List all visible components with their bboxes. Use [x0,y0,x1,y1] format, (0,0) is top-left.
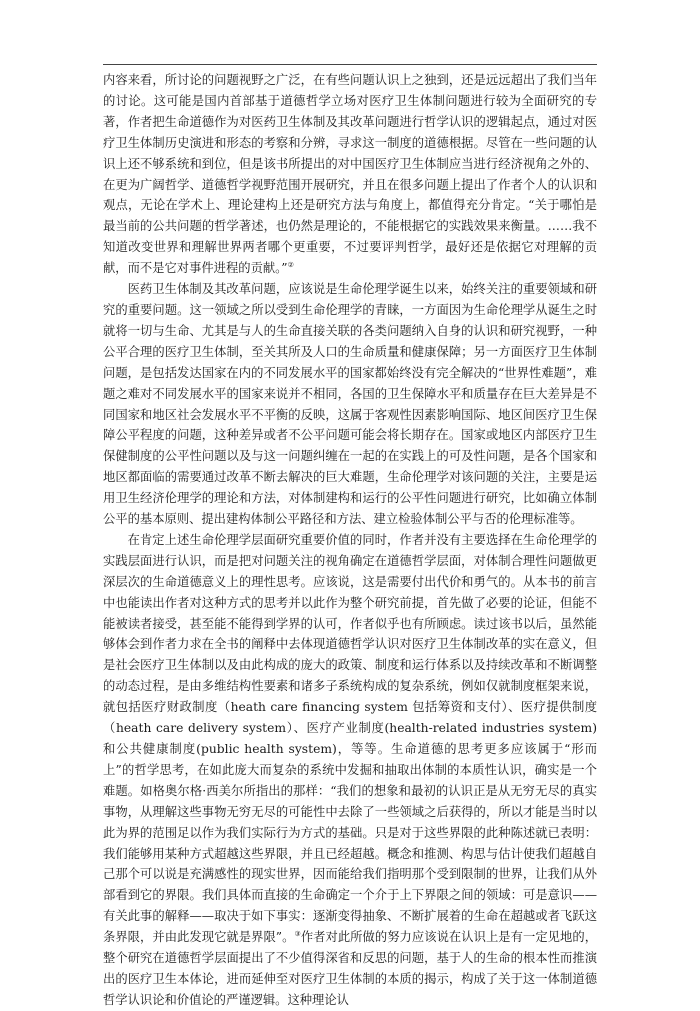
paragraph-3-text: 在肯定上述生命伦理学层面研究重要价值的同时，作者并没有主要选择在生命伦理学的实践层面进行认识，而是把对问题关注的视角确定在道德哲学层面，对体制合理性问题做更深层次的生命道德意义上的理性思考。应该说，这是需要付出代价和勇气的。从本书的前言中也能读出作者对这种方式的思考并以此作为整个研究前提，首先做了必要的论证，但能不能被读者接受，甚至能不能得到学界的认可，作者似乎也有所顾虑。读过该书以后，虽然能够体会到作者力求在全书的阐释中去体现道德哲学认识对医疗卫生体制改革的实在意义，但是社会医疗卫生体制以及由此构成的庞大的政策、制度和运行体系以及持续改革和不断调整的动态过程，是由多维结构性要素和诸多子系统构成的复杂系统，例如仅就制度框架来说，就包括医疗财政制度（heath care financing system 包括筹资和支付）、医疗提供制度（heath care delivery system）、医疗产业制度(health-related industries system)和公共健康制度(public health system)，等等。生命道德的思考更多应该属于“形而上”的哲学思考，在如此庞大而复杂的系统中发掘和抽取出体制的本质性认识，确实是一个难题。如格奥尔格·西美尔所指出的那样：“我们的想象和最初的认识正是从无穷无尽的真实事物，从理解这些事物无穷无尽的可能性中去除了一些领域之后获得的，所以才能是当时以此为界的范围足以作为我们实际行为方式的基础。只是对于这些界限的此种陈述就已表明：我们能够用某种方式超越这些界限，并且已经超越。概念和推测、构思与估计使我们超越自己那个可以说是充满感性的现实世界，因而能给我们指明那个受到限制的世界，让我们从外部看到它的界限。我们具体而直接的生命确定一个介于上下界限之间的领域：可是意识——有关此事的解释——取决于如下事实：逐渐变得抽象、不断扩展着的生命在超越或者飞跃这条界限，并由此发现它就是界限”。 [103,532,597,945]
body-text [103,70,597,1011]
paragraph-1 [103,70,597,279]
header-rule [103,64,597,65]
paragraph-3-tail: 作者对此所做的努力应该说在认识上是有一定见地的，整个研究在道德哲学层面提出了不少值得深省和反思的问题，基于人的生命的根本性而推演出的医疗卫生本体论，进而延伸至对医疗卫生体制的本质的揭示，构成了关于这一体制道德哲学认识论和价值论的严谨逻辑。这种理论认 [103,930,597,1007]
footnote-marker-3: ③ [294,930,301,939]
footnote-marker-2: ② [287,261,294,270]
paragraph-3 [103,530,597,1011]
paragraph-1-text: 内容来看，所讨论的问题视野之广泛，在有些问题认识上之独到，还是远远超出了我们当年的讨论。这可能是国内首部基于道德哲学立场对医疗卫生体制问题进行较为全面研究的专著，作者把生命道德作为对医药卫生体制及其改革问题进行哲学认识的逻辑起点，通过对医疗卫生体制历史演进和形态的考察和分辨，寻求这一制度的道德根据。尽管在一些问题的认识上还不够系统和到位，但是该书所提出的对中国医疗卫生体制应当进行经济视角之外的、在更为广阔哲学、道德哲学视野范围开展研究，并且在很多问题上提出了作者个人的认识和观点，无论在学术上、理论建构上还是研究方法与角度上，都值得充分肯定。“关于哪怕是最当前的公共问题的哲学著述，也仍然是理论的，不能根据它的实践效果来衡量。……我不知道改变世界和理解世界两者哪个更重要，不过要评判哲学，最好还是依据它对理解的贡献，而不是它对事件进程的贡献。” [103,73,597,276]
paragraph-2-text: 医药卫生体制及其改革问题，应该说是生命伦理学诞生以来，始终关注的重要领域和研究的重要问题。这一领域之所以受到生命伦理学的青睐，一方面因为生命伦理学从诞生之时就将一切与生命、尤其是与人的生命直接关联的各类问题纳入自身的认识和研究视野，一种公平合理的医疗卫生体制，至关其所及人口的生命质量和健康保障；另一方面医疗卫生体制问题，是包括发达国家在内的不同发展水平的国家都始终没有完全解决的“世界性难题”，难题之难对不同发展水平的国家来说并不相同，各国的卫生保障水平和质量存在巨大差异是不同国家和地区社会发展水平不平衡的反映，这属于客观性因素影响国际、地区间医疗卫生保障公平程度的问题，这种差异或者不公平问题可能会将长期存在。国家或地区内部医疗卫生保健制度的公平性问题以及与这一问题纠缠在一起的在实践上的可及性问题，是各个国家和地区都面临的需要通过改革不断去解决的巨大难题，生命伦理学对该问题的关注，主要是运用卫生经济伦理学的理论和方法，对体制建构和运行的公平性问题进行研究，比如确立体制公平的基本原则、提出建构体制公平路径和方法、建立检验体制公平与否的伦理标准等。 [103,282,597,527]
paragraph-2 [103,279,597,530]
